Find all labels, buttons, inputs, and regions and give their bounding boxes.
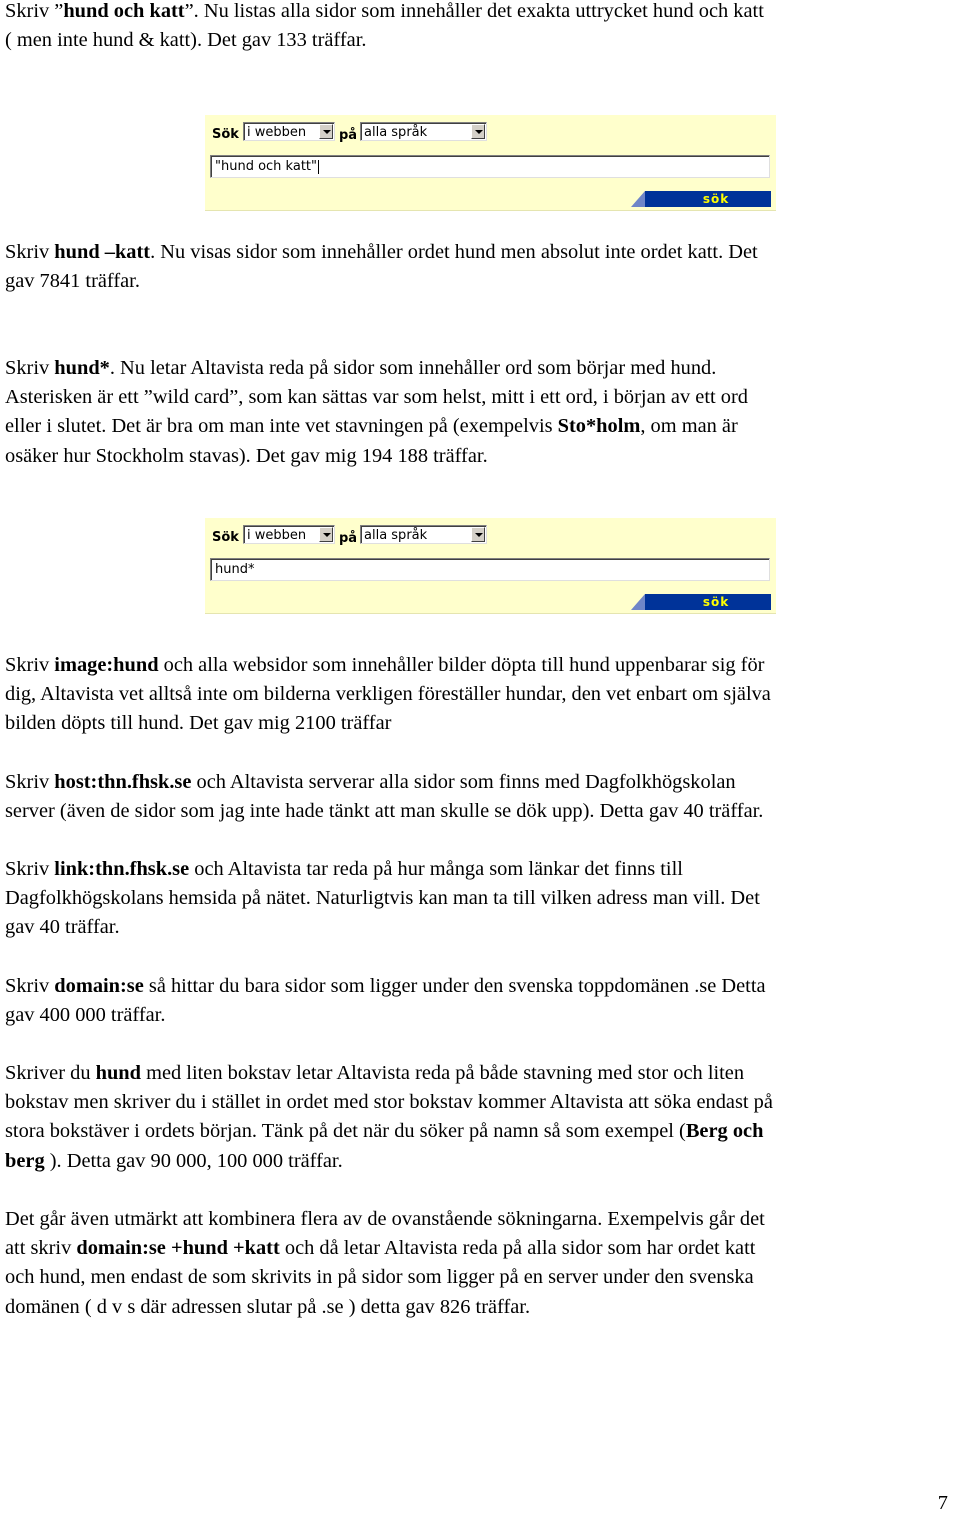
text-run: . Nu visas sidor som innehåller ordet hund men absolut inte ordet katt. Det <box>150 241 758 263</box>
text-run: server (även de sidor som jag inte hade tänkt att man skulle se dök upp). Detta gav 40 träffar. <box>5 800 764 823</box>
dropdown-arrow-icon[interactable] <box>319 527 333 542</box>
text-run: Skriv <box>5 771 55 793</box>
text-run: att skriv <box>5 1237 77 1260</box>
text-run: och alla websidor som innehåller bilder döpta till hund uppenbarar sig för <box>158 654 765 676</box>
text-line <box>5 270 140 292</box>
text-line <box>5 712 391 734</box>
paragraph-host-search <box>5 768 763 826</box>
text-line <box>5 916 120 938</box>
on-label: på <box>339 128 358 143</box>
text-line <box>5 771 736 793</box>
altavista-search-widget <box>205 518 776 614</box>
bold-term: Sto*holm <box>557 415 641 438</box>
language-select-value: alla språk <box>364 528 428 543</box>
text-line <box>5 1091 773 1113</box>
altavista-search-widget <box>205 115 776 211</box>
language-select[interactable] <box>360 525 487 544</box>
text-line <box>5 0 764 22</box>
text-run: och Altavista tar reda på hur många som länkar det finns till <box>189 858 683 880</box>
bold-term: hund* <box>54 357 110 379</box>
text-run: Skriver du <box>5 1062 96 1084</box>
bold-term: host:thn.fhsk.se <box>54 771 192 793</box>
text-run: Skriv <box>5 858 55 880</box>
paragraph-link-search <box>5 855 760 943</box>
text-run: , om man är <box>640 415 738 438</box>
language-select[interactable] <box>360 122 487 141</box>
page-number: 7 <box>937 1492 948 1514</box>
text-run: bokstav men skriver du i stället in ordet med stor bokstav kommer Altavista att söka endast på <box>5 1091 773 1114</box>
text-run: ). Detta gav 90 000, 100 000 träffar. <box>44 1149 343 1172</box>
on-label: på <box>339 531 358 546</box>
text-run: med liten bokstav letar Altavista reda på både stavning med stor och liten <box>141 1062 745 1084</box>
text-run: Asterisken är ett ”wild card”, som kan sättas var som helst, mitt i ett ord, i början av ett ord <box>5 386 748 409</box>
paragraph-image-search <box>5 651 771 739</box>
search-input-value: hund* <box>215 562 255 577</box>
paragraph-wildcard <box>5 354 748 471</box>
text-line <box>5 1150 343 1172</box>
text-run: så hittar du bara sidor som ligger under den svenska toppdomänen .se Detta <box>143 975 766 997</box>
text-run: Dagfolkhögskolans hemsida på nätet. Naturligtvis kan man ta till vilken adress man vill. Det <box>5 887 760 910</box>
text-caret <box>318 160 319 174</box>
text-run: Skriv <box>5 975 55 997</box>
text-run: och Altavista serverar alla sidor som finns med Dagfolkhögskolan <box>191 771 736 793</box>
text-run: och hund, men endast de som skrivits in på sidor som ligger på en server under den svenska <box>5 1266 754 1289</box>
text-run: stora bokstäver i ordets början. Tänk på det när du söker på namn så som exempel ( <box>5 1120 686 1143</box>
text-line <box>5 415 738 437</box>
bold-term: hund och katt <box>63 0 185 22</box>
text-line <box>5 445 488 467</box>
text-run: och då letar Altavista reda på alla sidor som har ordet katt <box>279 1237 756 1260</box>
text-run: gav 40 träffar. <box>5 916 120 939</box>
bold-term: image:hund <box>54 654 159 676</box>
text-line <box>5 887 760 909</box>
text-run: Skriv <box>5 241 55 263</box>
scope-select-value: i webben <box>247 528 307 543</box>
search-input[interactable] <box>210 558 770 581</box>
dropdown-arrow-icon[interactable] <box>319 124 333 139</box>
text-line <box>5 1237 755 1259</box>
bold-term: link:thn.fhsk.se <box>54 858 190 880</box>
bold-term: Berg och <box>685 1120 764 1143</box>
paragraph-case-sensitivity <box>5 1059 773 1176</box>
text-run: eller i slutet. Det är bra om man inte vet stavningen på (exempelvis <box>5 415 558 438</box>
text-line <box>5 800 763 822</box>
bold-term: hund –katt <box>54 241 151 263</box>
text-line <box>5 29 366 51</box>
language-select-value: alla språk <box>364 125 428 140</box>
text-run: Skriv ” <box>5 0 64 22</box>
bold-term: domain:se +hund +katt <box>76 1237 280 1260</box>
scope-select-value: i webben <box>247 125 307 140</box>
search-label: Sök <box>212 127 239 142</box>
dropdown-arrow-icon[interactable] <box>471 124 485 139</box>
text-line <box>5 683 771 705</box>
search-input-value: "hund och katt" <box>215 159 317 174</box>
paragraph-exact-phrase <box>5 0 764 55</box>
text-run: osäker hur Stockholm stavas). Det gav mig 194 188 träffar. <box>5 444 488 467</box>
text-run: Det går även utmärkt att kombinera flera av de ovanstående sökningarna. Exempelvis går det <box>5 1208 765 1230</box>
text-run: domänen ( d v s där adressen slutar på .se ) detta gav 826 träffar. <box>5 1295 531 1318</box>
bold-term: berg <box>5 1149 45 1172</box>
text-line <box>5 1120 763 1142</box>
text-run: . Nu letar Altavista reda på sidor som innehåller ord som börjar med hund. <box>109 357 717 379</box>
text-line <box>5 241 758 263</box>
text-line <box>5 1062 744 1084</box>
text-line <box>5 1208 765 1230</box>
text-run: bilden döpts till hund. Det gav mig 2100 träffar <box>5 712 392 735</box>
bold-term: hund <box>95 1062 141 1084</box>
text-line <box>5 654 764 676</box>
text-line <box>5 1004 165 1026</box>
search-button[interactable]: sök <box>645 191 771 207</box>
dropdown-arrow-icon[interactable] <box>471 527 485 542</box>
text-run: ( men inte hund & katt). Det gav 133 träffar. <box>5 29 367 52</box>
text-run: dig, Altavista vet alltså inte om bilderna verkligen föreställer hundar, den vet enbart om själva <box>5 683 771 706</box>
text-run: ”. Nu listas alla sidor som innehåller det exakta uttrycket hund och katt <box>184 0 764 22</box>
scope-select[interactable] <box>243 525 335 544</box>
text-line <box>5 1266 754 1288</box>
text-line <box>5 858 683 880</box>
search-button[interactable]: sök <box>645 594 771 610</box>
text-run: Skriv <box>5 357 55 379</box>
bold-term: domain:se <box>54 975 144 997</box>
text-run: gav 7841 träffar. <box>5 270 140 293</box>
text-line <box>5 357 716 379</box>
text-line <box>5 975 766 997</box>
text-line <box>5 1296 530 1318</box>
search-label: Sök <box>212 530 239 545</box>
text-line <box>5 386 748 408</box>
paragraph-combined-search <box>5 1205 765 1322</box>
text-run: Skriv <box>5 654 55 676</box>
paragraph-domain-search <box>5 972 766 1030</box>
search-input[interactable] <box>210 155 770 178</box>
scope-select[interactable] <box>243 122 335 141</box>
text-run: gav 400 000 träffar. <box>5 1004 166 1027</box>
paragraph-exclude <box>5 238 758 296</box>
